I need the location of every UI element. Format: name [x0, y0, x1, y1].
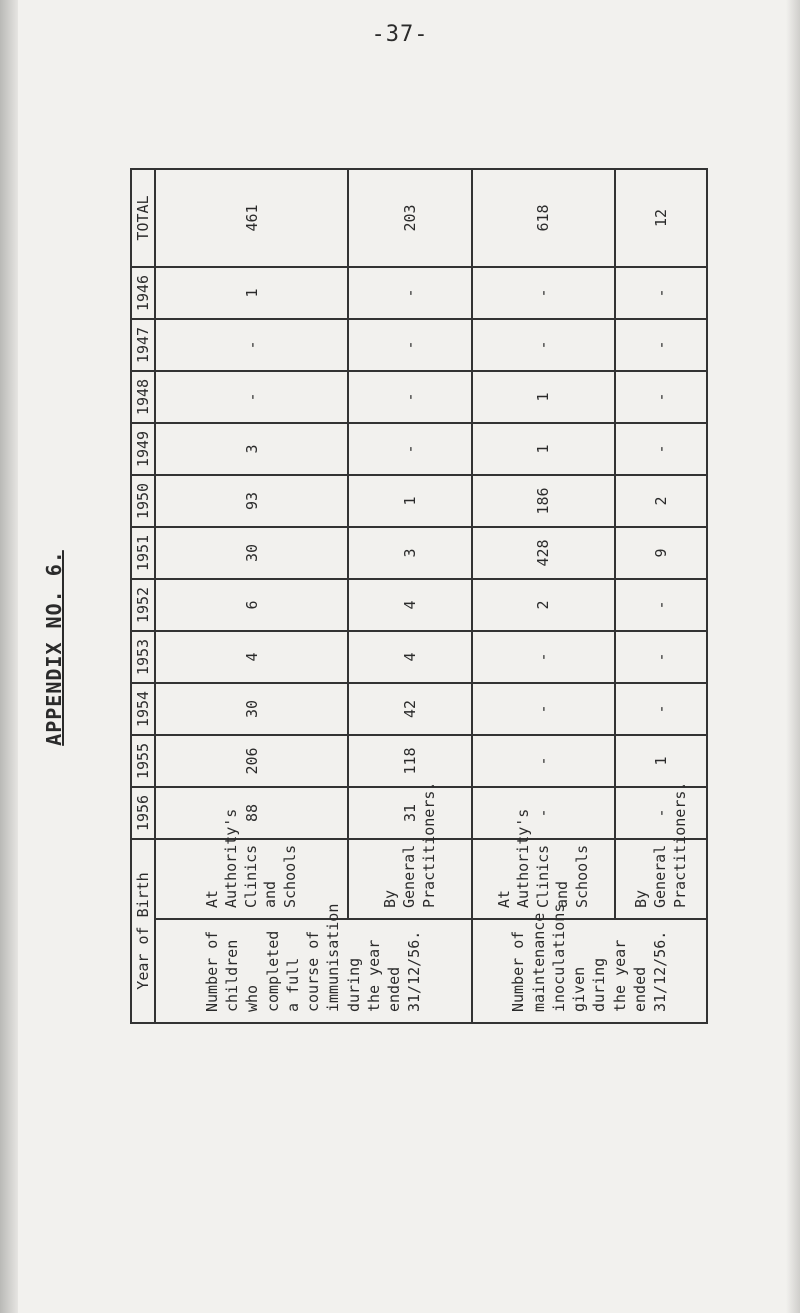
year-cell: 1949	[131, 423, 155, 475]
total-label: TOTAL	[131, 169, 155, 267]
total-cell: 12	[615, 169, 707, 267]
table-cell: -	[615, 319, 707, 371]
table-cell: 30	[155, 527, 348, 579]
table-cell: -	[615, 683, 707, 735]
year-cell: 1956	[131, 787, 155, 839]
year-cell: 1951	[131, 527, 155, 579]
year-cell: 1952	[131, 579, 155, 631]
table-cell: 428	[472, 527, 616, 579]
immunisation-table-wrap	[130, 170, 708, 1024]
table-cell: 1	[472, 371, 616, 423]
total-cell: 618	[472, 169, 616, 267]
table-cell: 4	[348, 631, 471, 683]
table-cell: 88	[155, 787, 348, 839]
page-number: -37-	[371, 22, 429, 47]
table-cell: 1	[615, 735, 707, 787]
table-cell: -	[348, 319, 471, 371]
table-cell: 1	[155, 267, 348, 319]
table-cell: 31	[348, 787, 471, 839]
table-cell: 3	[348, 527, 471, 579]
year-cell: 1947	[131, 319, 155, 371]
table-cell: -	[615, 267, 707, 319]
table-cell: 1	[348, 475, 471, 527]
rotated-table-frame	[130, 170, 708, 1024]
header-row	[131, 169, 155, 1023]
table-cell: -	[472, 631, 616, 683]
maint-clinics-row	[472, 169, 616, 1023]
table-cell: 6	[155, 579, 348, 631]
maint-gp-row	[615, 169, 707, 1023]
table-cell: -	[615, 579, 707, 631]
table-cell: -	[472, 683, 616, 735]
table-cell: 186	[472, 475, 616, 527]
table-cell: -	[348, 423, 471, 475]
table-cell: 4	[348, 579, 471, 631]
table-cell: -	[615, 371, 707, 423]
table-cell: 3	[155, 423, 348, 475]
appendix-title: APPENDIX NO. 6.	[42, 550, 66, 746]
table-cell: 93	[155, 475, 348, 527]
table-cell: -	[348, 371, 471, 423]
table-cell: 2	[615, 475, 707, 527]
total-cell: 203	[348, 169, 471, 267]
year-cell: 1950	[131, 475, 155, 527]
scan-right-edge	[786, 0, 800, 1313]
table-cell: -	[615, 423, 707, 475]
year-cell: 1953	[131, 631, 155, 683]
table-cell: 1	[472, 423, 616, 475]
maintenance-group-header: Number of maintenance inoculations given during the year ended 31/12/56.	[472, 919, 707, 1023]
total-cell: 461	[155, 169, 348, 267]
full-clinics-subheader: At Authority's Clinics and Schools	[155, 839, 348, 919]
year-cell: 1954	[131, 683, 155, 735]
maint-gp-subheader: By General Practitioners.	[615, 839, 707, 919]
table-cell: 30	[155, 683, 348, 735]
scan-left-edge	[0, 0, 18, 1313]
table-cell: -	[615, 787, 707, 839]
table-cell: 118	[348, 735, 471, 787]
table-cell: 4	[155, 631, 348, 683]
year-cell: 1946	[131, 267, 155, 319]
year-cell: 1955	[131, 735, 155, 787]
full-course-group-header: Number of children who completed a full course of immunisation during the year ended 31/12/56.	[155, 919, 472, 1023]
table-cell: -	[472, 319, 616, 371]
table-cell: -	[155, 371, 348, 423]
full-gp-row	[348, 169, 471, 1023]
table-cell: -	[348, 267, 471, 319]
full-gp-subheader: By General Practitioners.	[348, 839, 471, 919]
table-cell: 2	[472, 579, 616, 631]
table-cell: 206	[155, 735, 348, 787]
table-cell: -	[472, 735, 616, 787]
year-of-birth-header: Year of Birth	[131, 839, 155, 1023]
table-cell: -	[155, 319, 348, 371]
full-clinics-row	[155, 169, 348, 1023]
table-cell: 9	[615, 527, 707, 579]
table-cell: -	[615, 631, 707, 683]
maint-clinics-subheader: At Authority's Clinics and Schools	[472, 839, 616, 919]
table-cell: -	[472, 787, 616, 839]
table-cell: 42	[348, 683, 471, 735]
immunisation-table	[130, 168, 708, 1024]
table-cell: -	[472, 267, 616, 319]
year-cell: 1948	[131, 371, 155, 423]
